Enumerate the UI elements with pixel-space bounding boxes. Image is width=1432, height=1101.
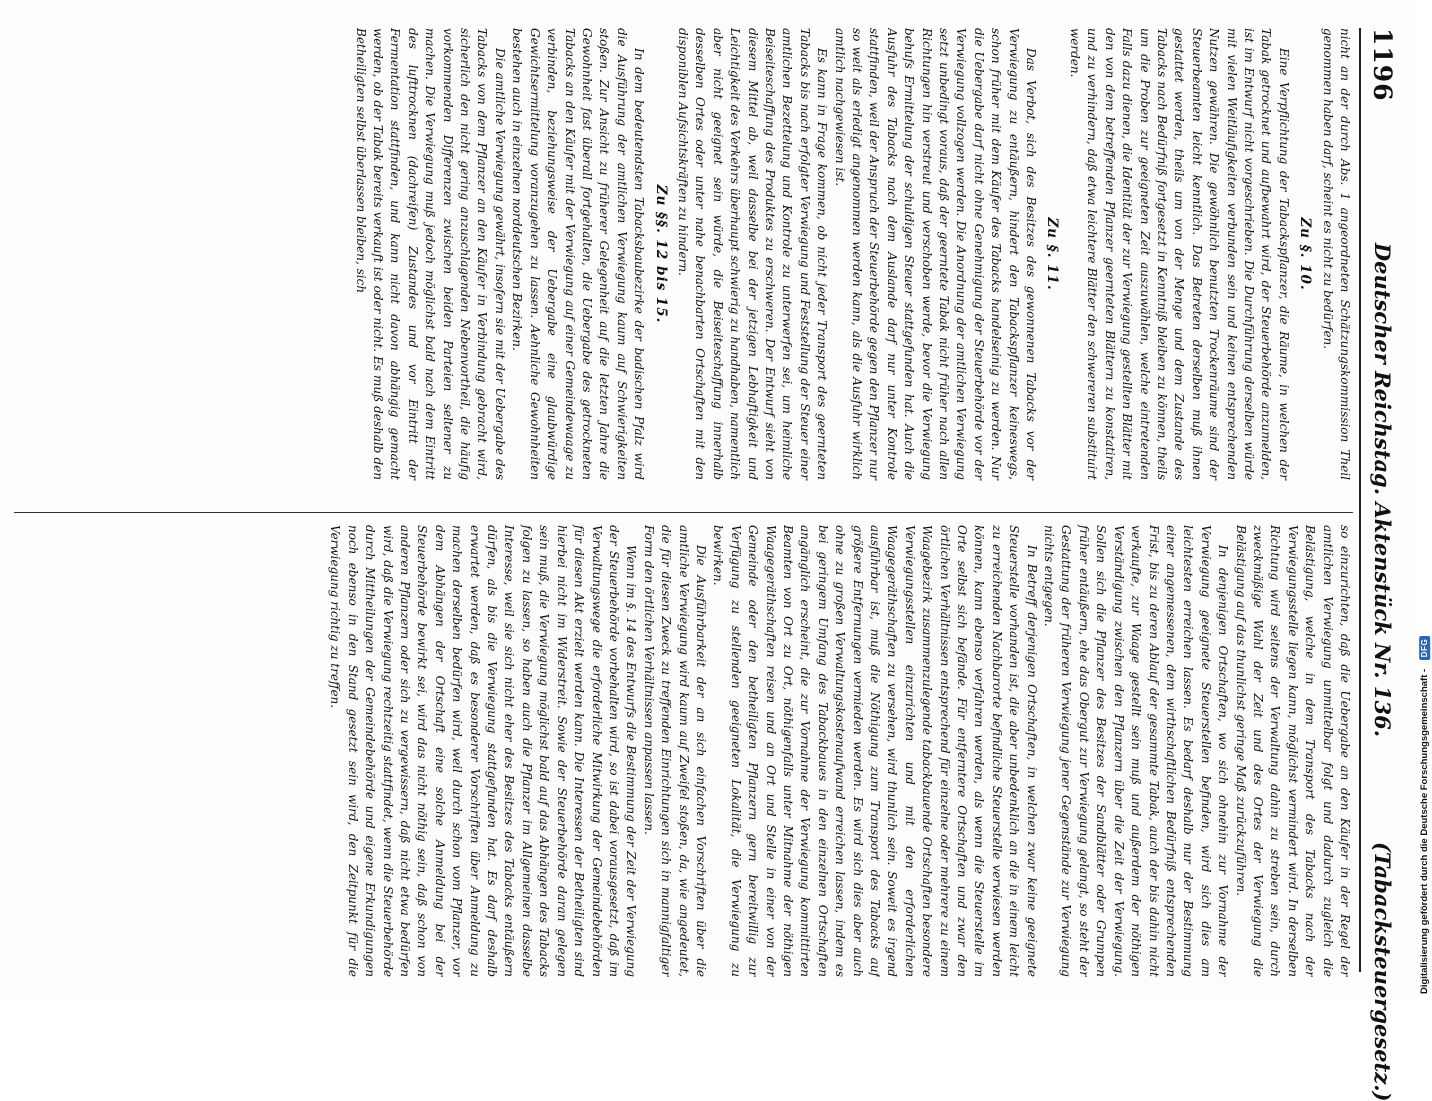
right-column [14, 512, 1353, 977]
paragraph: Eine Verpflichtung der Tabackspflanzer, die Räume, in welchen der Tabak getrocknet und aufbewahrt wird, der Steuerbehörde anzumelden, ist im Entwurf nicht vorgeschrieben. Die Durchführung derselben würde mit vielen Weitläufigkeiten verbunden sein und keinen entsprechenden Nutzen gewähren. Die gewöhnlich benutzten Trockenräume sind der Steuerbeamten leicht kenntlich. Das Betreten derselben muß ihnen gestattet werden, theils um von der Menge und dem Zustande des Tabacks nach Bedürfniß fortgesetzt in Kenntniß bleiben zu können, theils um die Proben zur geeigneten Zeit auszuwählen, welche eintretenden Falls dazu dienen, die Identität der zur Verwiegung gestellten Blätter mit den von dem betreffenden Pflanzer geernteten Blättern zu konstatiren, und zu verhindern, daß etwa leichtere Blätter den schwereren substituirt werden. [1067, 28, 1291, 480]
page-number: 1196 [1368, 28, 1398, 102]
left-column [14, 28, 1353, 492]
credit-text: Digitalisierung gefördert durch die Deutsche Forschungsgemeinschaft - [1419, 668, 1430, 994]
paragraph: In dem bedeutendsten Tabacksbaubezirke der badischen Pfalz wird die Ausführung der amtlichen Verwiegung kaum auf Schwierigkeiten stoßen. Zur Ansicht zu früherer Gelegenheit auf die letzten Jahre die Gewohnheit fast überall fortgehalten, die Uebergabe des getrockneten Tabacks an den Käufer mit der Verwiegung auf einer Gemeindewaage zu verbinden, beziehungsweise der Uebergabe eine glaubwürdige Gewichtsermittelung voranzugehen zu lassen. Aehnliche Gewohnheiten bestehen auch in einzelnen norddeutschen Bezirken. [510, 28, 647, 480]
section-heading: Zu §. 10. [1297, 217, 1314, 291]
paragraph: Wenn im §. 14 des Entwurfs die Bestimmung der Zeit der Verwiegung der Steuerbehörde vorbehalten wird, so ist dabei vorausgesetzt, daß im Verwaltungswege die erforderliche Mitwirkung der Gemeindebehörden für diesen Akt erzielt werden kann. Die Interessen der Betheiligten sind hierbei nicht im Widerstreit. Sowie der Steuerbehörde daran gelegen sein muß, die Verwiegung möglichst bald auf das Abhängen des Tabacks folgen zu lassen, so haben auch die Pflanzer im Allgemeinen dasselbe Interesse, weil sie sich nicht eher des Besitzes des Tabacks entäußern dürfen, als bis die Verwiegung stattgefunden hat. Es darf deshalb erwartet werden, daß es besonderer Vorschriften über Anmeldung zu machen derselben bedürfen wird, weil durch schon vom Pflanzer, vor dem Abhängen der Ortschaft eine solche Anmeldung bei der Steuerbehörde bewirkt sei, wird das nicht nöthig sein, daß schon von anderen Pflanzern oder sich zu vergewissern, daß nicht etwa bedürfen wird, daß die Verwiegung rechtzeitig stattfindet, wenn die Steuerbehörde durch Mittheilungen der Gemeindebehörde und eigene Erkundigungen noch ebenso in den Stand gesetzt sein wird, den Zeitpunkt für die Verwiegung richtig zu treffen. [328, 525, 639, 977]
paragraph: Das Verbot, sich des Besitzes des gewonnenen Tabacks vor der Verwiegung zu entäußern, hindert den Tabackspflanzer keineswegs, schon früher mit dem Käufer des Tabacks handelseinig zu werden. Nur die Uebergabe darf nicht ohne Genehmigung der Steuerbehörde vor der Verwiegung vollzogen werden. Die Anordnung der amtlichen Verwiegung setzt unbedingt voraus, daß der geerntete Tabak nicht früher nach allen Richtungen hin verstreut und verschoben werde, bevor die Verwiegung behufs Ermittelung der schuldigen Steuer stattgefunden hat. Auch die Ausfuhr des Tabacks nach dem Auslande darf nur unter Kontrole stattfinden, weil der Anspruch der Steuerbehörde gegen den Pflanzer nur so weit als erledigt angenommen werden kann, als die Ausfuhr wirklich amtlich nachgewiesen ist. [832, 28, 1039, 480]
dfg-logo-icon: DFG [1419, 636, 1430, 660]
running-subtitle: (Tabacksteuergesetz.) [1370, 842, 1396, 1101]
paragraph: Die Ausführbarkeit der an sich einfachen Vorschriften über die amtliche Verwiegung wird kaum auf Zweifel stoßen, da, wie angedeutet, die für diesen Zweck zu treffenden Einrichtungen sich in mannigfaltiger Form den örtlichen Verhältnissen anpassen lassen. [641, 525, 708, 977]
section-heading: Zu §§. 12 bis 15. [652, 184, 669, 324]
running-title: Deutscher Reichstag. Aktenstück Nr. 136. [1370, 242, 1396, 738]
paragraph: Es kann in Frage kommen, ob nicht jeder Transport des geernteten Tabacks bis nach erfolgter Verwiegung und Feststellung der Steuer einer amtlichen Bezettelung und Kontrole zu unterwerfen sei, um heimliche Beiseiteschaffung des Produktes zu erschweren. Der Entwurf sieht von diesem Mittel ab, weil dasselbe bei der jetzigen Lebhaftigkeit und Leichtigkeit des Verkehrs überhaupt schwierig zu handhaben, namentlich aber nicht geeignet sein würde, die Beiseiteschaffung innerhalb desselben Ortes oder unter nahe benachbarten Ortschaften mit den disponiblen Aufsichtskräften zu hindern. [675, 28, 830, 480]
paragraph: so einzurichten, daß die Uebergabe an den Käufer in der Regel der amtlichen Verwiegung unmittelbar folgt und dadurch zugleich die Belästigung, welche in dem Transport des Tabacks nach der Verwiegungsstelle liegen kann, möglichst vermindert wird. In derselben Richtung wird seitens der Verwaltung dahin zu streben sein, durch zweckmäßige Wahl der Zeit und des Ortes der Verwiegung die Belästigung auf das thunlichst geringe Maß zurückzuführen. [1233, 525, 1352, 977]
section-heading: Zu §. 11. [1044, 217, 1061, 291]
paragraph: Die amtliche Verwiegung gewährt, insofern sie mit der Uebergabe des Tabacks von dem Pflanzer an den Käufer in Verbindung gebracht wird, sicherlich den nicht gering anzuschlagenden Nebenvortheil, die häufig vorkommenden Differenzen zwischen beiden Parteien seltener zu machen. Die Verwiegung muß jedoch möglichst bald nach dem Eintritt des lufttrocknen (dachreifen) Zustandes und vor Eintritt der Fermentation stattfinden, und kann nicht davon abhängig gemacht werden, ob der Tabak bereits verkauft ist oder nicht. Es muß deshalb den Betheiligten selbst überlassen bleiben, sich [353, 28, 507, 480]
paragraph: nicht an der durch Abs. 1 angeordneten Schätzungskommission Theil genommen haben darf, scheint es nicht zu bedürfen. [1320, 28, 1352, 480]
paragraph: In Betreff derjenigen Ortschaften, in welchen zwar keine geeignete Steuerstelle vorhanden ist, die aber unbedenklich an die in einem leicht zu erreichenden Nachbarorte befindliche Steuerstelle verwiesen werden können, kann ebenso verfahren werden, als wenn die Steuerstelle im Orte selbst sich befände. Für entferntere Ortschaften und zwar den örtlichen Verhältnissen entsprechend für einzelne oder mehrere zu einem Waagebezirk zusammenzulegende tabackbauende Ortschaften besondere Verwiegungsstellen einzurichten und mit den erforderlichen Waagegeräthschaften zu versehen, wird thunlich sein. Soweit es irgend ausführbar ist, muß die Nöthigung zum Transport des Tabacks auf größere Entfernungen vermieden werden. Es wird sich dies aber auch ohne zu großen Verwaltungskostenaufwand erreichen lassen, indem es bei geringem Umfang des Tabackbaues in den einzelnen Ortschaften angänglich erscheint, die zur Vornahme der Verwiegung kommittirten Beamten von Ort zu Ort, nöthigenfalls unter Mitnahme der nöthigen Waagegeräthschaften reisen und an Ort und Stelle in einer von der Gemeinde oder den betheiligten Pflanzern gern bereitwillig zur Verfügung zu stellenden geeigneten Lokalität, die Verwiegung zu bewirken. [711, 525, 1039, 977]
digitization-credit [1415, 0, 1432, 1000]
paragraph: In denjenigen Ortschaften, wo sich ohnehin zur Vornahme der Verwiegung geeignete Steuerstellen befinden, wird sich dies am leichtesten erreichen lassen. Es bedarf deshalb nur der Bestimmung einer angemessenen, dem wirthschaftlichen Bedürfniß entsprechenden Frist, bis zu deren Ablauf der gesammte Tabak, auch der bis dahin nicht verkaufte, zur Waage gestellt sein muß und außerdem der nöthigen Verständigung zwischen den Pflanzern über die Zeit der Verwiegung. Sollen sich die Pflanzer des Besitzes der Sandblätter oder Grumpen früher entäußern, ehe das Obergut zur Verwiegung gelangt, so steht der Gestattung der früheren Verwiegung jener Gegenstände zur Verwiegung nichts entgegen. [1042, 525, 1231, 977]
page-header [1359, 28, 1405, 1101]
